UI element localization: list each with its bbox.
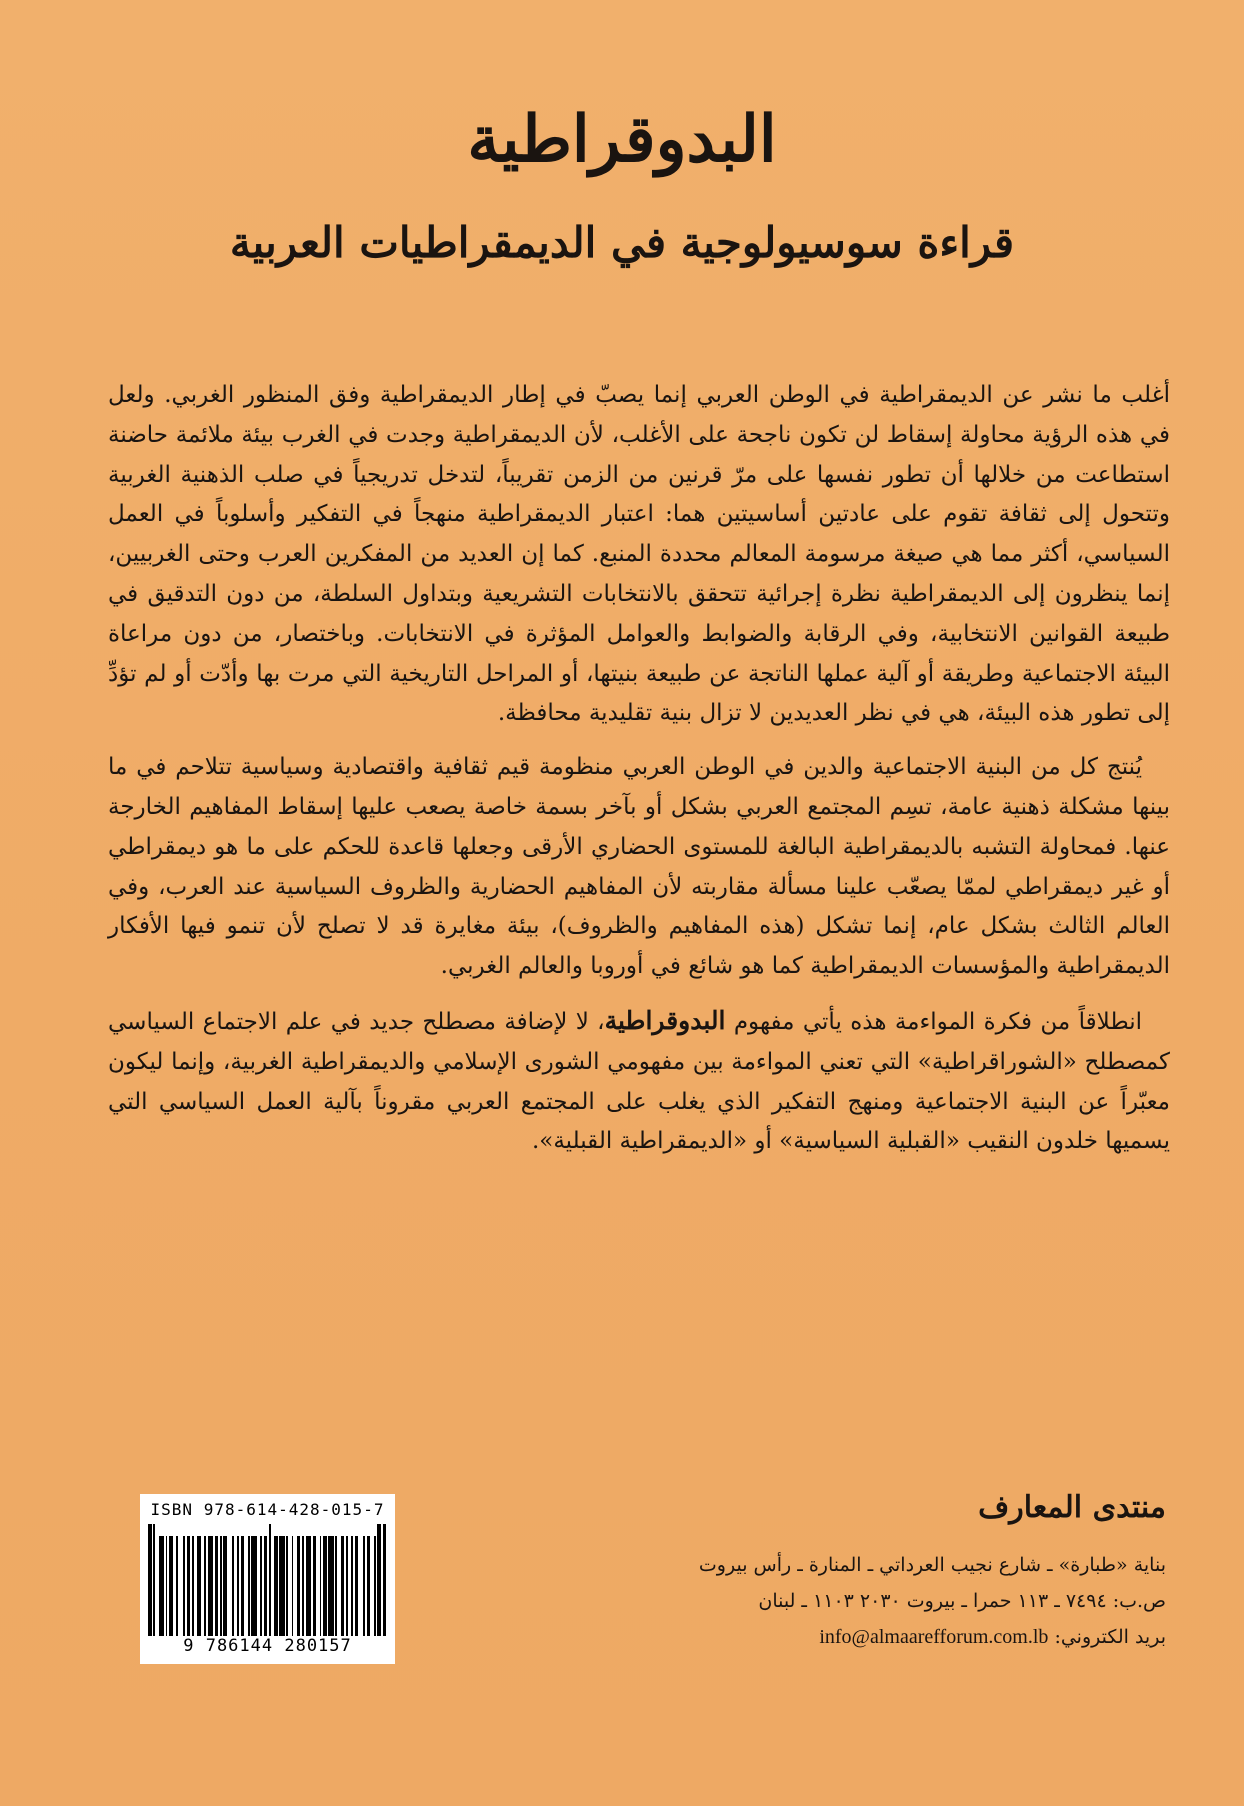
publisher-email: info@almaarefforum.com.lb xyxy=(819,1626,1049,1648)
blurb-paragraph-1: أغلب ما نشر عن الديمقراطية في الوطن العربي إنما يصبّ في إطار الديمقراطية وفق المنظور الغربي. ولعل في هذه الرؤية محاولة إسقاط لن تكون ناجحة على الأغلب، لأن الديمقراطية وجدت في الغرب بيئة ملائمة حاضنة استطاعت من خلالها أن تطور نفسها على مرّ قرنين من الزمن تقريباً، لتدخل تدريجياً في صلب الذهنية الغربية وتتحول إلى ثقافة تقوم على عادتين أساسيتين هما: اعتبار الديمقراطية منهجاً في التفكير وأسلوباً في العمل السياسي، أكثر مما هي صيغة مرسومة المعالم محددة المنبع. كما إن العديد من المفكرين العرب وحتى الغربيين، إنما ينظرون إلى الديمقراطية نظرة إجرائية تتحقق بالانتخابات التشريعية وبتداول السلطة، من دون التدقيق في طبيعة القوانين الانتخابية، وفي الرقابة والضوابط والعوامل المؤثرة في الانتخابات. وباختصار، من دون مراعاة البيئة الاجتماعية وطريقة أو آلية عملها الناتجة عن طبيعة بنيتها، أو المراحل التاريخية التي مرت بها وأدّت أو لم تؤدِّ إلى تطور هذه البيئة، هي في نظر العديدين لا تزال بنية تقليدية محافظة. xyxy=(108,382,1170,727)
blurb-text xyxy=(108,376,1170,1176)
blurb-paragraph-2: يُنتج كل من البنية الاجتماعية والدين في الوطن العربي منظومة قيم ثقافية واقتصادية وسياسية تتلاحم في ما بينها مشكلة ذهنية عامة، تسِم المجتمع العربي بشكل أو بآخر بسمة خاصة يصعب عليها إسقاط المفاهيم الخارجة عنها. فمحاولة التشبه بالديمقراطية البالغة للمستوى الحضاري الأرقى وجعلها قاعدة للحكم على ما هو ديمقراطي أو غير ديمقراطي لممّا يصعّب علينا مسألة مقاربته لأن المفاهيم الحضارية والظروف السياسية عند العرب، وفي العالم الثالث بشكل عام، إنما تشكل (هذه المفاهيم والظروف)، بيئة مغايرة قد لا تصلح لأن تنمو فيها الأفكار الديمقراطية والمؤسسات الديمقراطية كما هو شائع في أوروبا والعالم الغربي. xyxy=(108,754,1170,980)
publisher-address: بناية «طبارة» ـ شارع نجيب العرداتي ـ المنارة ـ رأس بيروت xyxy=(698,1554,1166,1576)
book-subtitle: قراءة سوسيولوجية في الديمقراطيات العربية xyxy=(229,218,1015,267)
isbn-barcode-block xyxy=(140,1494,395,1664)
publisher-pobox: ص.ب: ٧٤٩٤ ـ ١١٣ حمرا ـ بيروت ٢٠٣٠ ١١٠٣ ـ لبنان xyxy=(758,1590,1166,1612)
publisher-name: منتدى المعارف xyxy=(978,1490,1166,1525)
blurb-paragraph-3-end: ، لا لإضافة مصطلح جديد في علم الاجتماع السياسي كمصطلح «الشوراقراطية» التي تعني المواءمة بين مفهومي الشورى الإسلامي والديمقراطية الغربية، وإنما ليكون معبّراً عن البنية الاجتماعية ومنهج التفكير الذي يغلب على المجتمع العربي مقروناً بآلية العمل السياسي التي يسميها خلدون النقيب «القبلية السياسية» أو «الديمقراطية القبلية». xyxy=(108,1008,1170,1155)
email-label: بريد الكتروني: xyxy=(1048,1626,1166,1648)
book-title: البدوقراطية xyxy=(467,102,777,177)
barcode-digits: 9 786144 280157 xyxy=(183,1636,352,1656)
isbn-label: ISBN 978-614-428-015-7 xyxy=(150,1500,385,1519)
blurb-keyword: البدوقراطية xyxy=(604,1005,726,1035)
blurb-paragraph-3 xyxy=(108,1001,1170,1162)
publisher-info xyxy=(606,1490,1166,1655)
barcode-icon xyxy=(148,1524,387,1636)
blurb-paragraph-3-start: انطلاقاً من فكرة المواءمة هذه يأتي مفهوم xyxy=(725,1008,1142,1035)
publisher-email-line xyxy=(606,1619,1166,1655)
